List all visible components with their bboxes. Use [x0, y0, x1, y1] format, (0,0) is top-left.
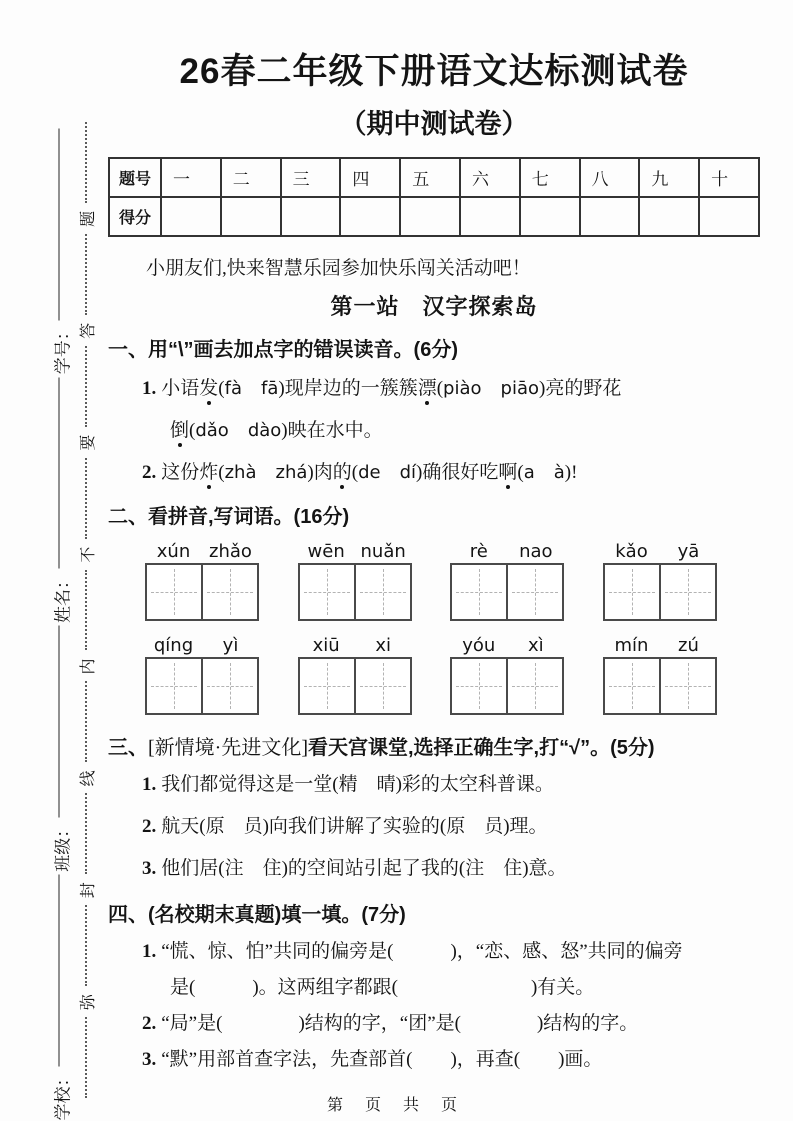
pinyin-label	[298, 541, 412, 562]
pinyin-syllable: zhǎo	[209, 541, 252, 562]
school-label: 学校：	[53, 1069, 72, 1121]
writing-cell	[354, 565, 410, 619]
question-item-continuation	[108, 410, 760, 452]
pinyin-syllable: xún	[156, 541, 191, 562]
question-number-cell: 一	[161, 158, 221, 197]
item-number: 2.	[142, 1013, 157, 1034]
writing-cell	[659, 659, 715, 713]
question-number-cell: 五	[400, 158, 460, 197]
seal-line-segment	[85, 681, 87, 762]
pinyin-word-box	[298, 635, 412, 715]
pinyin-word-box	[450, 635, 564, 715]
pinyin-label	[450, 541, 564, 562]
score-cell-empty	[281, 197, 341, 236]
seal-char: 内	[79, 657, 97, 675]
item-text: 这份炸(zhà zhá)肉的(de dí)确很好吃啊(a à)!	[161, 462, 578, 483]
item-number: 3.	[142, 858, 157, 879]
name-blank-line	[58, 377, 59, 569]
seal-line-segment	[85, 234, 87, 315]
intro-text: 小朋友们,快来智慧乐园参加快乐闯关活动吧！	[146, 258, 531, 279]
writing-cell	[147, 565, 201, 619]
pinyin-syllable: qíng	[153, 635, 194, 656]
pinyin-syllable: nao	[519, 541, 553, 562]
writing-grid-row2	[145, 635, 717, 715]
pinyin-word-box	[603, 635, 717, 715]
section3-heading	[108, 731, 760, 760]
question-number-cell: 二	[221, 158, 281, 197]
item-number: 3.	[142, 1049, 157, 1070]
section-2	[108, 500, 760, 715]
score-cell-empty	[699, 197, 759, 236]
score-row	[109, 197, 759, 236]
writing-cells	[145, 657, 259, 715]
writing-cells	[450, 563, 564, 621]
pinyin-syllable: nuǎn	[360, 541, 406, 562]
writing-cell	[605, 659, 659, 713]
pinyin-syllable: xiū	[312, 635, 340, 656]
score-table	[108, 157, 760, 237]
pinyin-label	[450, 635, 564, 656]
page-footer: 第 页 共 页	[326, 1097, 466, 1114]
question-number-cell: 十	[699, 158, 759, 197]
writing-cells	[450, 657, 564, 715]
section-4	[108, 898, 760, 1075]
seal-char: 要	[79, 433, 97, 451]
school-blank-line	[58, 875, 59, 1067]
question-number-cell: 八	[580, 158, 640, 197]
section3-heading-text: 看天宫课堂,选择正确生字,打“√”。(5分)	[307, 737, 655, 759]
item-text: “局”是( )结构的字，“团”是( )结构的字。	[161, 1013, 639, 1034]
station1-heading: 第一站 汉字探索岛	[330, 294, 538, 319]
item-text: 是( )。这两组字都跟( )有关。	[170, 977, 595, 998]
writing-cell	[354, 659, 410, 713]
class-blank-line	[58, 626, 59, 818]
writing-cells	[603, 657, 717, 715]
section-1	[108, 333, 760, 494]
seal-line-segment	[85, 458, 87, 539]
seal-line-segment	[85, 905, 87, 986]
question-number-cell: 九	[639, 158, 699, 197]
question-number-row	[109, 158, 759, 197]
question-item	[108, 1045, 760, 1075]
writing-grid-row1	[145, 541, 717, 621]
writing-cell	[659, 565, 715, 619]
score-table-corner: 题号	[109, 158, 161, 197]
writing-cell	[605, 565, 659, 619]
writing-cell	[201, 565, 257, 619]
seal-line-segment	[85, 793, 87, 874]
item-number: 1.	[142, 941, 157, 962]
pinyin-label	[298, 635, 412, 656]
question-number-cell: 六	[460, 158, 520, 197]
score-cell-empty	[460, 197, 520, 236]
question-item	[108, 937, 760, 967]
item-text: “默”用部首查字法，先查部首( )，再查( )画。	[161, 1049, 603, 1070]
seal-line-segment	[85, 1017, 87, 1098]
question-item	[108, 452, 760, 494]
item-text: 小语发(fà fā)现岸边的一簇簇漂(piào piāo)亮的野花	[161, 378, 622, 399]
score-cell-empty	[221, 197, 281, 236]
pinyin-syllable: mín	[614, 635, 649, 656]
pinyin-syllable: yā	[677, 541, 700, 562]
pinyin-syllable: wēn	[307, 541, 345, 562]
student-id-blank-line	[58, 129, 59, 321]
score-cell-empty	[639, 197, 699, 236]
exam-subtitle: （期中测试卷）	[339, 109, 529, 139]
writing-cell	[452, 565, 506, 619]
writing-cells	[145, 563, 259, 621]
question-number-cell: 七	[520, 158, 580, 197]
question-item-continuation	[108, 973, 760, 1003]
pinyin-syllable: xì	[527, 635, 544, 656]
pinyin-syllable: zú	[678, 635, 699, 656]
seal-line-segment	[85, 570, 87, 651]
name-label: 姓名：	[53, 572, 72, 623]
item-text: “慌、惊、怕”共同的偏旁是( )，“恋、感、怒”共同的偏旁	[161, 941, 683, 962]
writing-cell	[300, 565, 354, 619]
score-cell-empty	[400, 197, 460, 236]
item-text: 倒(dǎo dào)映在水中。	[170, 420, 383, 441]
seal-char: 答	[79, 321, 97, 339]
seal-line	[71, 115, 101, 1105]
score-cell-empty	[520, 197, 580, 236]
writing-cells	[603, 563, 717, 621]
pinyin-word-box	[298, 541, 412, 621]
pinyin-label	[603, 541, 717, 562]
writing-cell	[506, 565, 562, 619]
score-row-label: 得分	[109, 197, 161, 236]
seal-char: 封	[79, 881, 97, 899]
item-number: 2.	[142, 816, 157, 837]
pinyin-label	[603, 635, 717, 656]
section3-context-tag: [新情境·先进文化]	[148, 737, 308, 759]
writing-cell	[300, 659, 354, 713]
question-number-cell: 四	[340, 158, 400, 197]
seal-char: 线	[79, 769, 97, 787]
section2-heading: 二、看拼音,写词语。(16分)	[108, 506, 350, 528]
writing-cells	[298, 657, 412, 715]
item-number: 2.	[142, 462, 157, 483]
question-item	[108, 812, 760, 842]
question-item	[108, 854, 760, 884]
seal-line-segment	[85, 122, 87, 203]
item-text: 我们都觉得这是一堂(精 晴)彩的太空科普课。	[161, 774, 554, 795]
writing-cell	[147, 659, 201, 713]
exam-title: 26春二年级下册语文达标测试卷	[179, 52, 689, 91]
pinyin-syllable: xi	[375, 635, 391, 656]
section4-heading: 四、(名校期末真题)填一填。(7分)	[108, 904, 406, 926]
question-item	[108, 770, 760, 800]
pinyin-syllable: rè	[469, 541, 488, 562]
item-text: 航天(原 员)向我们讲解了实验的(原 员)理。	[161, 816, 548, 837]
score-cell-empty	[340, 197, 400, 236]
question-item	[108, 368, 760, 410]
pinyin-label	[145, 635, 259, 656]
seal-line-segment	[85, 346, 87, 427]
pinyin-word-box	[145, 635, 259, 715]
item-text: 他们居(注 住)的空间站引起了我的(注 住)意。	[161, 858, 567, 879]
score-cell-empty	[580, 197, 640, 236]
pinyin-syllable: yóu	[462, 635, 496, 656]
writing-cell	[201, 659, 257, 713]
section3-number: 三、	[108, 737, 148, 759]
pinyin-syllable: kǎo	[615, 541, 648, 562]
student-id-label: 学号：	[53, 323, 72, 375]
seal-char: 不	[79, 545, 97, 563]
class-label: 班级：	[53, 820, 72, 872]
seal-char: 题	[79, 209, 97, 227]
pinyin-syllable: yì	[222, 635, 239, 656]
seal-char: 弥	[79, 993, 97, 1011]
question-item	[108, 1009, 760, 1039]
pinyin-label	[145, 541, 259, 562]
writing-cells	[298, 563, 412, 621]
exam-page	[108, 0, 760, 1075]
section1-heading: 一、用“\”画去加点字的错误读音。(6分)	[108, 339, 458, 361]
item-number: 1.	[142, 774, 157, 795]
writing-cell	[506, 659, 562, 713]
item-number: 1.	[142, 378, 157, 399]
writing-cell	[452, 659, 506, 713]
section-3	[108, 731, 760, 884]
pinyin-word-box	[450, 541, 564, 621]
question-number-cell: 三	[281, 158, 341, 197]
pinyin-word-box	[603, 541, 717, 621]
pinyin-word-box	[145, 541, 259, 621]
score-cell-empty	[161, 197, 221, 236]
